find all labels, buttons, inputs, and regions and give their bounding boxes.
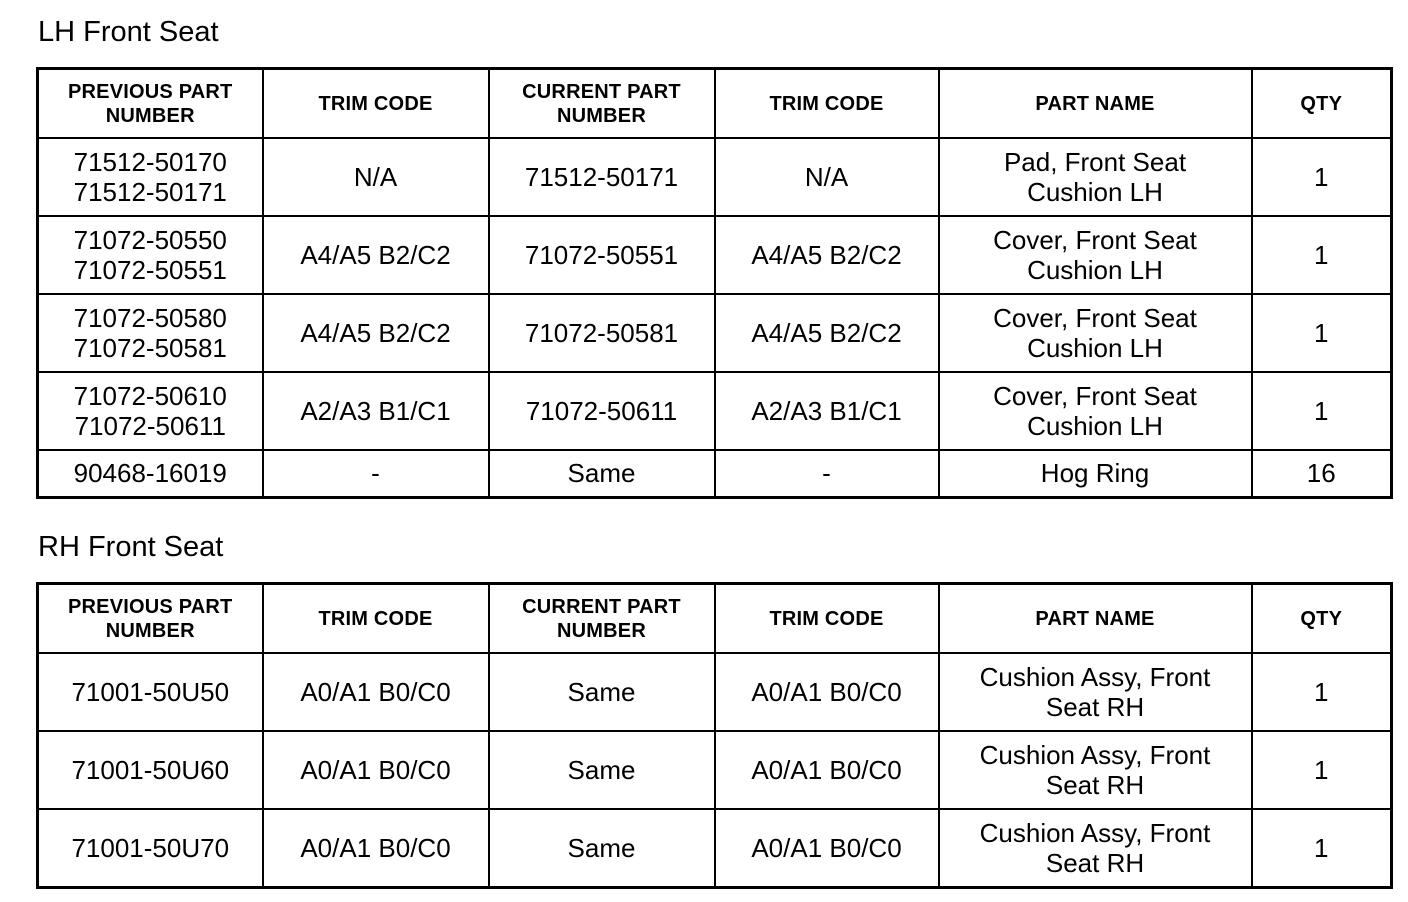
trim-code-cell: A0/A1 B0/C0: [263, 809, 489, 887]
current-part-cell: 71072-50611: [489, 372, 715, 450]
trim-code-cell: A4/A5 B2/C2: [263, 216, 489, 294]
current-part-cell: Same: [489, 450, 715, 497]
previous-part-cell: 90468-16019: [38, 450, 263, 497]
trim-code-cell: A0/A1 B0/C0: [263, 653, 489, 731]
header-previous-part-number: PREVIOUS PART NUMBER: [38, 584, 263, 654]
qty-cell: 1: [1252, 809, 1392, 887]
current-part-cell: Same: [489, 653, 715, 731]
part-name-cell: Cushion Assy, Front Seat RH: [939, 731, 1252, 809]
trim-code-cell: N/A: [715, 138, 939, 216]
part-name-cell: Cover, Front Seat Cushion LH: [939, 372, 1252, 450]
trim-code-cell: A0/A1 B0/C0: [715, 809, 939, 887]
trim-code-cell: A0/A1 B0/C0: [715, 653, 939, 731]
qty-cell: 1: [1252, 216, 1392, 294]
table-row: [38, 294, 1392, 372]
table-row: [38, 216, 1392, 294]
table-row: [38, 809, 1392, 887]
lh-parts-table: [36, 67, 1393, 499]
trim-code-cell: -: [263, 450, 489, 497]
header-current-part-number: CURRENT PART NUMBER: [489, 69, 715, 139]
header-previous-part-number: PREVIOUS PART NUMBER: [38, 69, 263, 139]
trim-code-cell: A4/A5 B2/C2: [715, 216, 939, 294]
lh-section-title: LH Front Seat: [38, 16, 219, 48]
previous-part-cell: 71001-50U50: [38, 653, 263, 731]
qty-cell: 1: [1252, 731, 1392, 809]
header-part-name: PART NAME: [939, 584, 1252, 654]
trim-code-cell: A2/A3 B1/C1: [263, 372, 489, 450]
trim-code-cell: -: [715, 450, 939, 497]
header-trim-code: TRIM CODE: [263, 584, 489, 654]
previous-part-cell: 71001-50U60: [38, 731, 263, 809]
trim-code-cell: A2/A3 B1/C1: [715, 372, 939, 450]
qty-cell: 1: [1252, 653, 1392, 731]
part-name-cell: Hog Ring: [939, 450, 1252, 497]
current-part-cell: 71072-50551: [489, 216, 715, 294]
table-header-row: [38, 584, 1392, 654]
table-row: [38, 731, 1392, 809]
rh-parts-table: [36, 582, 1393, 889]
part-name-cell: Cushion Assy, Front Seat RH: [939, 653, 1252, 731]
current-part-cell: Same: [489, 809, 715, 887]
rh-section-title: RH Front Seat: [38, 531, 224, 563]
trim-code-cell: A4/A5 B2/C2: [263, 294, 489, 372]
qty-cell: 1: [1252, 294, 1392, 372]
qty-cell: 16: [1252, 450, 1392, 497]
header-current-part-number: CURRENT PART NUMBER: [489, 584, 715, 654]
qty-cell: 1: [1252, 372, 1392, 450]
table-row: [38, 138, 1392, 216]
current-part-cell: 71072-50581: [489, 294, 715, 372]
trim-code-cell: A0/A1 B0/C0: [715, 731, 939, 809]
current-part-cell: 71512-50171: [489, 138, 715, 216]
previous-part-cell: 71072-50580 71072-50581: [38, 294, 263, 372]
header-qty: QTY: [1252, 584, 1392, 654]
part-name-cell: Cover, Front Seat Cushion LH: [939, 216, 1252, 294]
part-name-cell: Cushion Assy, Front Seat RH: [939, 809, 1252, 887]
table-row: [38, 372, 1392, 450]
table-header-row: [38, 69, 1392, 139]
trim-code-cell: A4/A5 B2/C2: [715, 294, 939, 372]
current-part-cell: Same: [489, 731, 715, 809]
qty-cell: 1: [1252, 138, 1392, 216]
previous-part-cell: 71001-50U70: [38, 809, 263, 887]
table-row: [38, 653, 1392, 731]
header-trim-code: TRIM CODE: [715, 584, 939, 654]
part-name-cell: Pad, Front Seat Cushion LH: [939, 138, 1252, 216]
previous-part-cell: 71072-50610 71072-50611: [38, 372, 263, 450]
part-name-cell: Cover, Front Seat Cushion LH: [939, 294, 1252, 372]
trim-code-cell: N/A: [263, 138, 489, 216]
header-trim-code: TRIM CODE: [263, 69, 489, 139]
previous-part-cell: 71512-50170 71512-50171: [38, 138, 263, 216]
previous-part-cell: 71072-50550 71072-50551: [38, 216, 263, 294]
trim-code-cell: A0/A1 B0/C0: [263, 731, 489, 809]
header-part-name: PART NAME: [939, 69, 1252, 139]
table-row: [38, 450, 1392, 497]
header-qty: QTY: [1252, 69, 1392, 139]
header-trim-code: TRIM CODE: [715, 69, 939, 139]
